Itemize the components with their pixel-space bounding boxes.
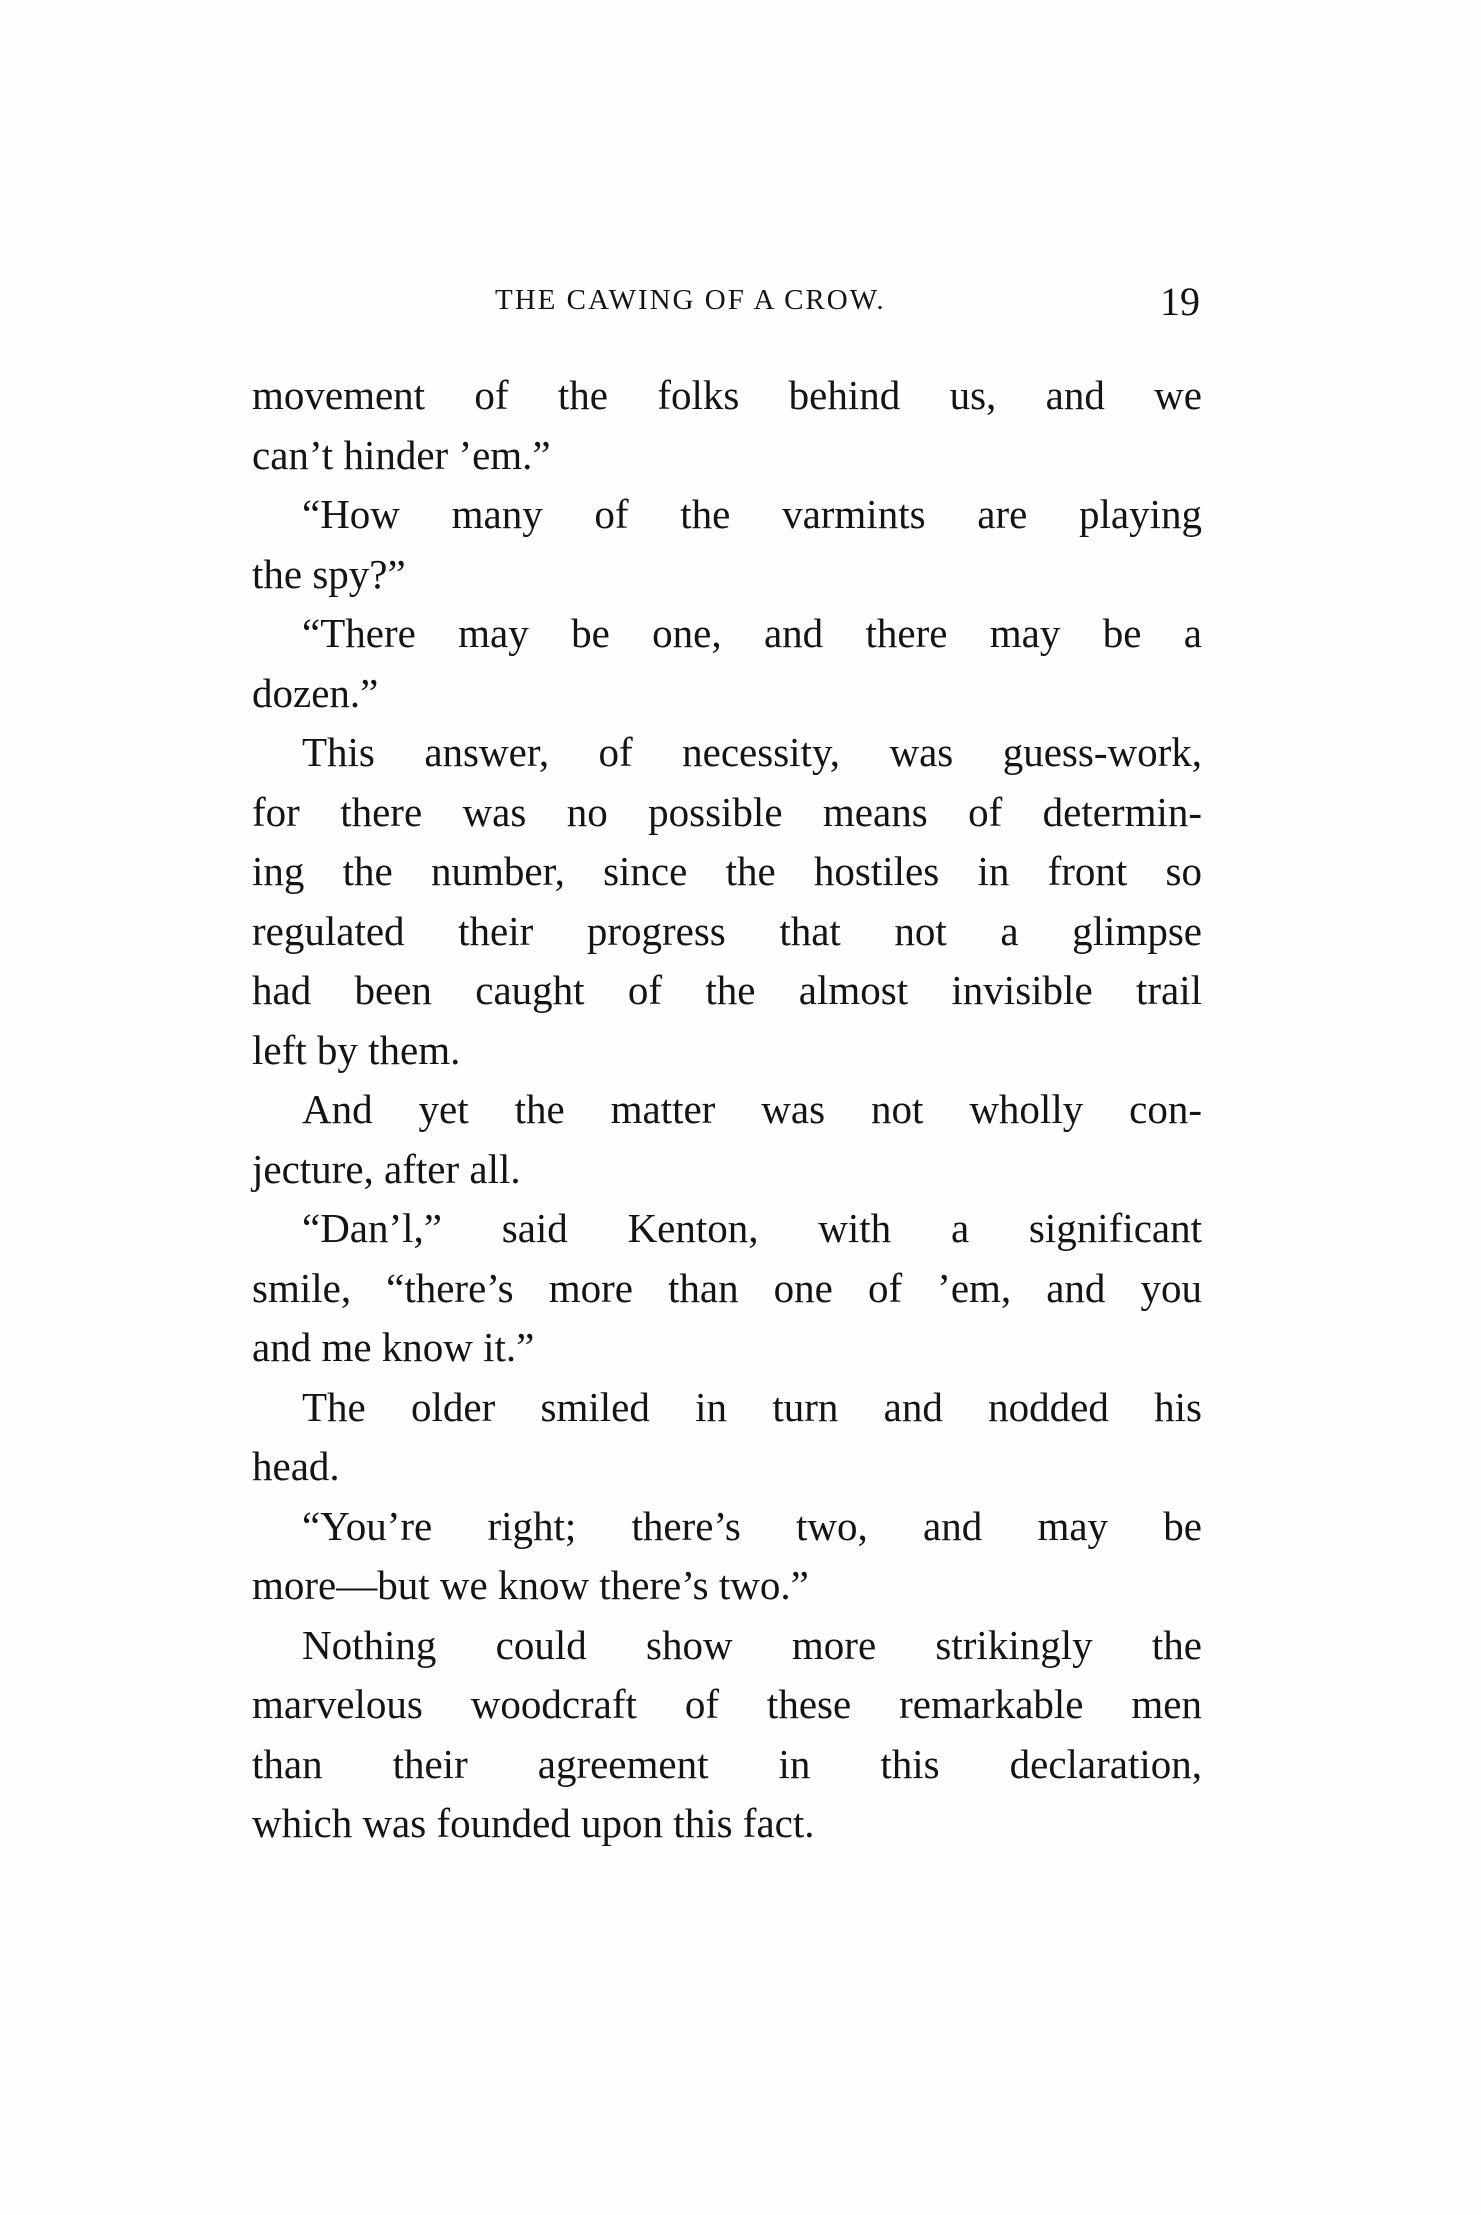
text-line: marvelous woodcraft of these remarkable men (252, 1681, 1202, 1727)
text-line: head. (252, 1443, 340, 1489)
text-line: “How many of the varmints are playing (302, 491, 1202, 537)
text-line: regulated their progress that not a glimpse (252, 907, 1202, 954)
text-line: “You’re right; there’s two, and may be (302, 1502, 1202, 1549)
text-line: which was founded upon this fact. (252, 1800, 815, 1846)
text-line: for there was no possible means of determin- (252, 788, 1202, 835)
text-line: than their agreement in this declaration, (252, 1740, 1202, 1787)
text-line: the spy?” (252, 550, 406, 597)
text-line: ing the number, since the hostiles in front so (252, 848, 1202, 894)
text-line: can’t hinder ’em.” (252, 431, 551, 478)
running-title: THE CAWING OF A CROW. (495, 284, 886, 316)
text-line: Nothing could show more strikingly the (302, 1621, 1202, 1668)
text-line: left by them. (252, 1026, 461, 1073)
page-number: 19 (1160, 279, 1200, 324)
text-line: smile, “there’s more than one of ’em, and you (252, 1264, 1202, 1311)
text-line: dozen.” (252, 669, 379, 716)
text-line: And yet the matter was not wholly con- (302, 1086, 1202, 1132)
text-line: and me know it.” (252, 1324, 535, 1370)
text-line: had been caught of the almost invisible trail (252, 967, 1202, 1013)
text-line: “There may be one, and there may be a (302, 610, 1202, 656)
text-line: The older smiled in turn and nodded his (302, 1383, 1202, 1430)
text-line: more—but we know there’s two.” (252, 1562, 809, 1608)
text-line: “Dan’l,” said Kenton, with a significant (302, 1205, 1202, 1251)
page-header (255, 278, 1200, 334)
text-line: This answer, of necessity, was guess-work, (302, 729, 1202, 775)
text-line: movement of the folks behind us, and we (252, 372, 1202, 418)
text-line: jecture, after all. (252, 1145, 521, 1192)
body-text (252, 366, 1202, 1854)
